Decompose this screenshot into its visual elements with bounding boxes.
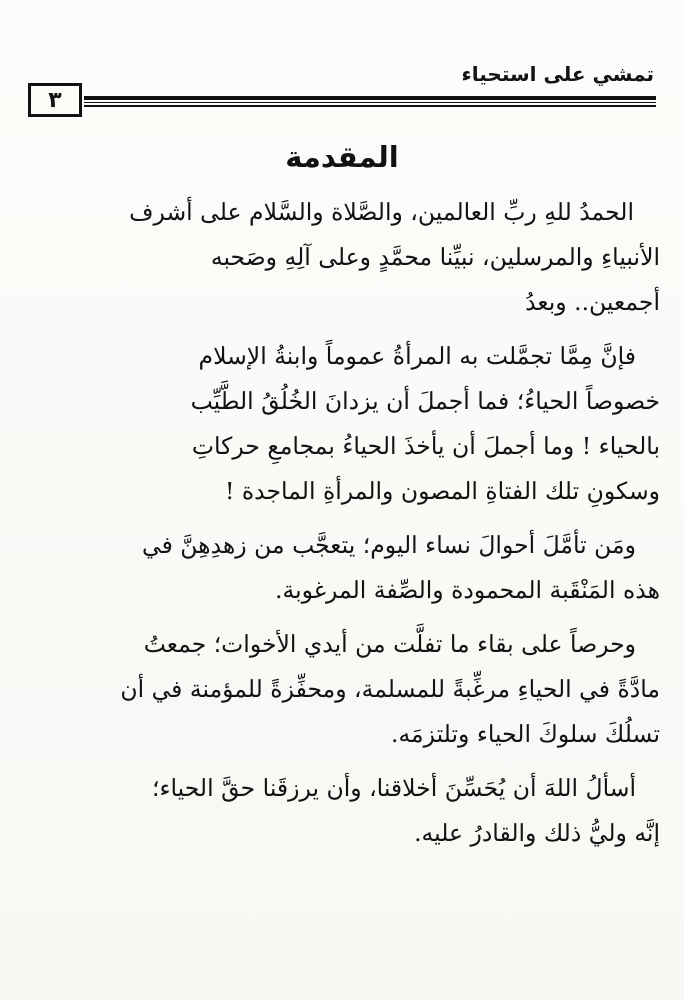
text-line: تسلُكَ سلوكَ الحياء وتلتزمَه. (390, 720, 660, 748)
text-line: الأنبياءِ والمرسلين، نبيِّنا محمَّدٍ وعلى آلِهِ وصَحبه (210, 243, 660, 271)
section-title: المقدمة (285, 140, 399, 174)
body-text (30, 190, 660, 865)
text-line: مادَّةً في الحياءِ مرغِّبةً للمسلمة، ومحفِّزةً للمؤمنة في أن (120, 675, 660, 703)
paragraph-4 (30, 622, 660, 757)
text-line: الحمدُ للهِ ربِّ العالمين، والصَّلاة والسَّلام على أشرف (129, 198, 634, 226)
paragraph-5 (30, 766, 660, 856)
text-line: خصوصاً الحياءُ؛ فما أجملَ أن يزدانَ الخُلُقُ الطَّيِّب (190, 387, 660, 415)
text-line: هذه المَنْقَبة المحمودة والصِّفة المرغوبة. (275, 576, 660, 604)
paragraph-3 (30, 523, 660, 613)
page-number: ٣ (28, 83, 82, 117)
text-line: وحرصاً على بقاء ما تفلَّت من أيدي الأخوات؛ جمعتُ (143, 630, 636, 658)
text-line: وسكونِ تلك الفتاةِ المصون والمرأةِ الماجدة ! (224, 477, 660, 505)
running-header-title: تمشي على استحياء (461, 62, 654, 86)
text-line: ومَن تأمَّلَ أحوالَ نساء اليوم؛ يتعجَّب من زهدِهِنَّ في (142, 531, 636, 559)
paragraph-2 (30, 334, 660, 514)
text-line: بالحياء ! وما أجملَ أن يأخذَ الحياءُ بمجامعِ حركاتِ (191, 432, 660, 460)
header-rule (84, 96, 656, 107)
paragraph-1 (30, 190, 660, 325)
text-line: أسألُ اللهَ أن يُحَسِّنَ أخلاقنا، وأن يرزقَنا حقَّ الحياء؛ (151, 774, 636, 802)
text-line: فإنَّ مِمَّا تجمَّلت به المرأةُ عموماً وابنةُ الإسلام (198, 342, 636, 370)
text-line: إنَّه وليُّ ذلك والقادرُ عليه. (414, 819, 660, 847)
text-line: أجمعين.. وبعدُ (525, 288, 660, 316)
